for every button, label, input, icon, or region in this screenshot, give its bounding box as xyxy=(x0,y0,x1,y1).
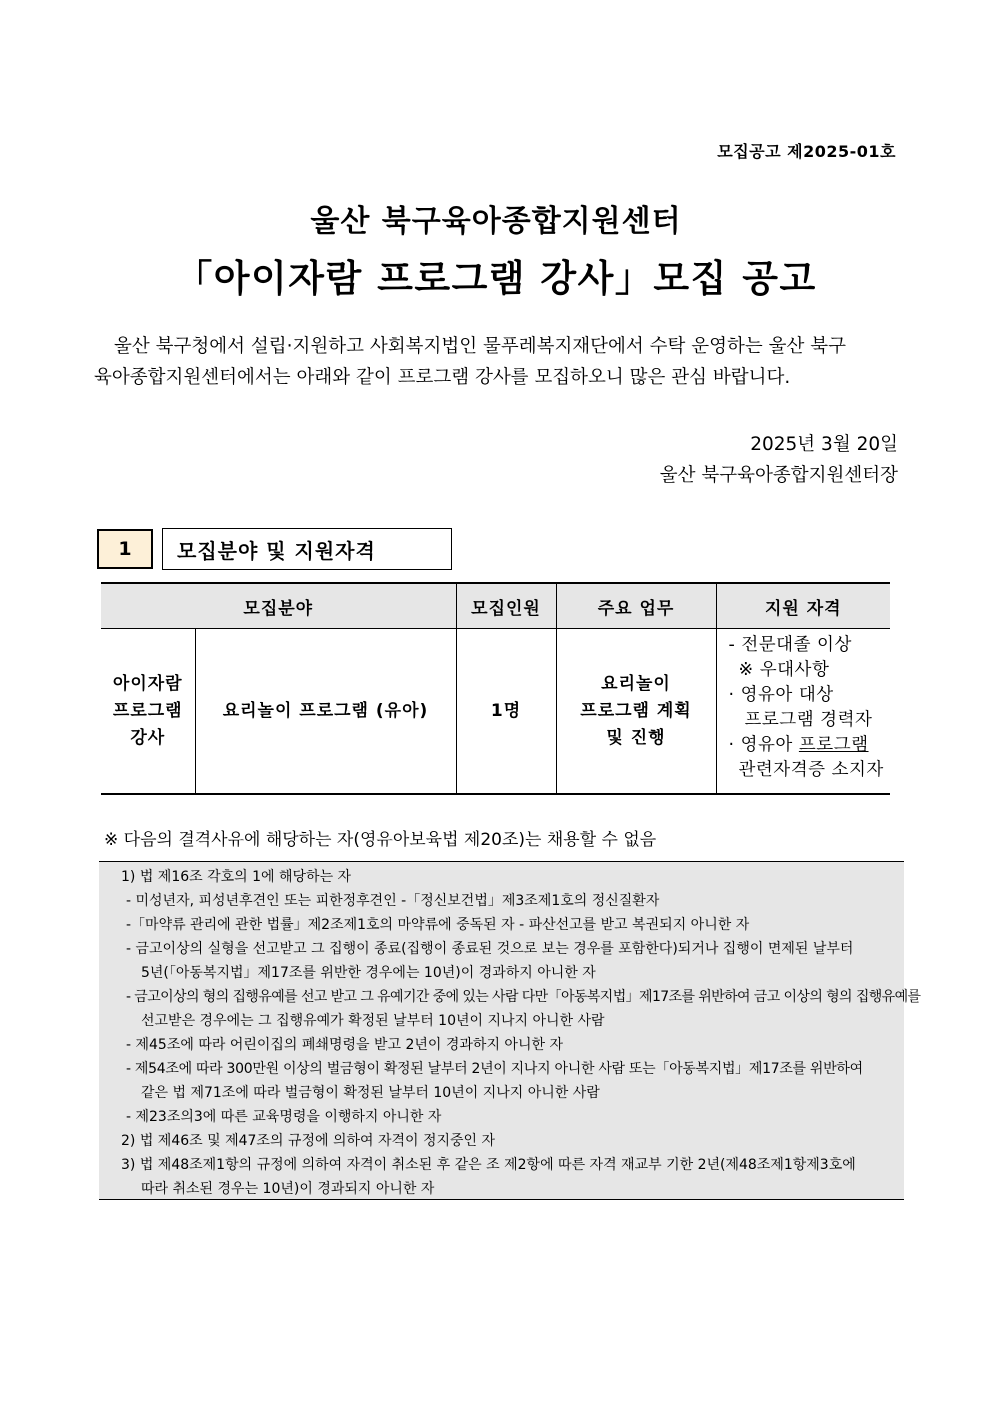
qualification-line: 프로그램 경력자 xyxy=(744,710,873,730)
disqualification-item: 2) 법 제46조 및 제47조의 규정에 의하여 자격이 정지중인 자 xyxy=(121,1133,496,1149)
category-cell xyxy=(101,629,195,795)
disqualification-item: - 금고이상의 형의 집행유예를 선고 받고 그 유예기간 중에 있는 사람 다만「아동복지법」제17조를 위반하여 금고 이상의 형의 집행유예를 xyxy=(126,989,921,1005)
qualification-line: 관련자격증 소지자 xyxy=(738,760,884,780)
qualification-cell xyxy=(716,629,890,795)
center-title: 울산 북구육아종합지원센터 xyxy=(310,204,682,239)
disqualification-note: ※ 다음의 결격사유에 해당하는 자(영유아보육법 제20조)는 채용할 수 없음 xyxy=(104,830,657,850)
section-number: 1 xyxy=(97,529,153,569)
duty-cell xyxy=(556,629,716,795)
disqualification-item: - 제54조에 따라 300만원 이상의 벌금형이 확정된 날부터 2년이 지나지 아니한 사람 또는「아동복지법」제17조를 위반하여 xyxy=(126,1061,863,1077)
disqualification-item: - 미성년자, 피성년후견인 또는 피한정후견인 -「정신보건법」제3조제1호의 정신질환자 xyxy=(126,893,660,909)
table-header-row xyxy=(101,583,890,629)
intro-paragraph xyxy=(94,331,898,393)
disqualification-item: 같은 법 제71조에 따라 벌금형이 확정된 날부터 10년이 지나지 아니한 사람 xyxy=(141,1085,600,1101)
announcement-date: 2025년 3월 20일 xyxy=(750,434,898,455)
recruitment-table xyxy=(101,582,890,795)
preference-heading: ※ 우대사항 xyxy=(738,660,830,680)
header-count: 모집인원 xyxy=(456,583,556,629)
page-title: 「아이자람 프로그램 강사」모집 공고 xyxy=(175,257,817,300)
category-line: 프로그램 xyxy=(112,700,183,721)
issuing-organization: 울산 북구육아종합지원센터장 xyxy=(659,465,898,486)
intro-line-2: 육아종합지원센터에서는 아래와 같이 프로그램 강사를 모집하오니 많은 관심 바랍니다. xyxy=(94,367,791,388)
category-line: 아이자람 xyxy=(112,673,183,694)
count-cell: 1명 xyxy=(456,629,556,795)
table-row xyxy=(101,629,890,795)
qualification-text: · 영유아 xyxy=(728,735,799,755)
disqualification-item: 3) 법 제48조제1항의 규정에 의하여 자격이 취소된 후 같은 조 제2항에 따른 자격 재교부 기한 2년(제48조제1항제3호에 xyxy=(121,1157,856,1173)
qualification-line: · 영유아 대상 xyxy=(728,685,834,705)
duty-line: 프로그램 계획 xyxy=(580,700,692,721)
duty-line: 요리놀이 xyxy=(601,673,671,694)
header-field: 모집분야 xyxy=(101,583,456,629)
section-title: 모집분야 및 지원자격 xyxy=(162,528,452,570)
disqualification-item: - 제45조에 따라 어린이집의 폐쇄명령을 받고 2년이 경과하지 아니한 자 xyxy=(126,1037,563,1053)
disqualification-item: 선고받은 경우에는 그 집행유예가 확정된 날부터 10년이 지나지 아니한 사람 xyxy=(141,1013,605,1029)
intro-line-1: 울산 북구청에서 설립·지원하고 사회복지법인 물푸레복지재단에서 수탁 운영하는 울산 북구 xyxy=(114,336,847,357)
disqualification-item: - 금고이상의 실형을 선고받고 그 집행이 종료(집행이 종료된 것으로 보는 경우를 포함한다)되거나 집행이 면제된 날부터 xyxy=(126,941,854,957)
qualification-line xyxy=(729,733,885,758)
notice-number: 모집공고 제2025-01호 xyxy=(717,142,896,161)
header-duty: 주요 업무 xyxy=(556,583,716,629)
header-qualification: 지원 자격 xyxy=(716,583,890,629)
disqualification-item: 따라 취소된 경우는 10년)이 경과되지 아니한 자 xyxy=(141,1181,435,1197)
qualification-text-underlined: 프로그램 xyxy=(798,735,869,755)
disqualification-item: 5년(「아동복지법」제17조를 위반한 경우에는 10년)이 경과하지 아니한 자 xyxy=(141,965,596,981)
category-line: 강사 xyxy=(130,727,166,748)
disqualification-box xyxy=(99,861,921,1200)
duty-line: 및 진행 xyxy=(606,727,666,748)
disqualification-item: -「마약류 관리에 관한 법률」제2조제1호의 마약류에 중독된 자 - 파산선고를 받고 복권되지 아니한 자 xyxy=(126,917,750,933)
disqualification-item: 1) 법 제16조 각호의 1에 해당하는 자 xyxy=(121,869,352,885)
qualification-line: - 전문대졸 이상 xyxy=(728,635,852,655)
field-cell: 요리놀이 프로그램 (유아) xyxy=(195,629,456,795)
disqualification-item: - 제23조의3에 따른 교육명령을 이행하지 아니한 자 xyxy=(126,1109,442,1125)
